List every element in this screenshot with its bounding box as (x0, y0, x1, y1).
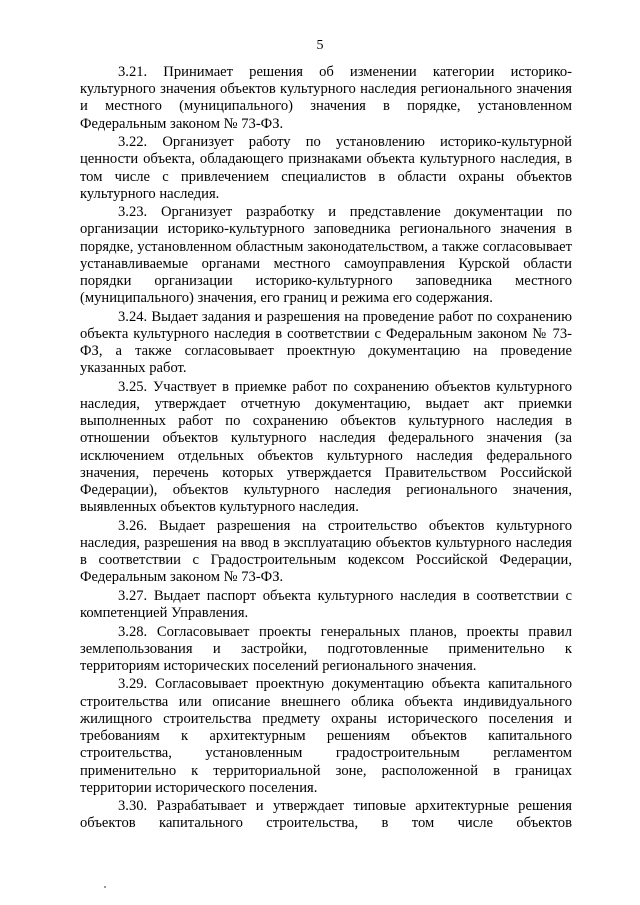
paragraph-3-21: 3.21. Принимает решения об изменении категории историко-культурного значения объектов культурного наследия регионального значения и местного (муниципального) значения в порядке, установленном Федеральным законом № 73-ФЗ. (80, 64, 572, 132)
scan-speck (104, 886, 106, 888)
document-body (80, 64, 572, 834)
paragraph-3-25: 3.25. Участвует в приемке работ по сохранению объектов культурного наследия, утверждает отчетную документацию, выдает акт приемки выполненных работ по сохранению объектов культурного наследия в отношении объектов культурного наследия федерального значения (за исключением отдельных объектов культурного наследия федерального значения, перечень которых утверждается Правительством Российской Федерации), объектов культурного наследия регионального значения, выявленных объектов культурного наследия. (80, 378, 572, 516)
paragraph-3-26: 3.26. Выдает разрешения на строительство объектов культурного наследия, разрешения на ввод в эксплуатацию объектов культурного наследия в соответствии с Градостроительным кодексом Российской Федерации, Федеральным законом № 73-ФЗ. (80, 517, 572, 586)
paragraph-3-22: 3.22. Организует работу по установлению историко-культурной ценности объекта, обладающего признаками объекта культурного наследия, в том числе с привлечением специалистов в области охраны объектов культурного наследия. (80, 134, 572, 202)
paragraph-3-28: 3.28. Согласовывает проекты генеральных планов, проекты правил землепользования и застройки, подготовленные применительно к территориям исторических поселений регионального значения. (80, 623, 572, 674)
paragraph-3-30: 3.30. Разрабатывает и утверждает типовые архитектурные решения объектов капитального строительства, в том числе объектов (80, 798, 572, 832)
paragraph-3-24: 3.24. Выдает задания и разрешения на проведение работ по сохранению объекта культурного наследия в соответствии с Федеральным законом № 73-ФЗ, а также согласовывает проектную документацию на проведение указанных работ. (80, 308, 572, 377)
paragraph-3-29: 3.29. Согласовывает проектную документацию объекта капитального строительства или описание внешнего облика объекта индивидуального жилищного строительства предмету охраны исторического поселения и требованиям к архитектурным решениям объектов капитального строительства, установленным градостроительным регламентом применительно к территориальной зоне, расположенной в границах территории исторического поселения. (80, 676, 572, 796)
page-number: 5 (316, 38, 324, 53)
paragraph-3-23: 3.23. Организует разработку и представление документации по организации историко-культурного заповедника регионального значения в порядке, установленном областным законодательством, а также согласовывает устанавливаемые органами местного самоуправления Курской области порядки организации историко-культурного заповедника местного (муниципального) значения, его границ и режима его содержания. (80, 204, 572, 307)
paragraph-3-27: 3.27. Выдает паспорт объекта культурного наследия в соответствии с компетенцией Управления. (80, 587, 572, 622)
